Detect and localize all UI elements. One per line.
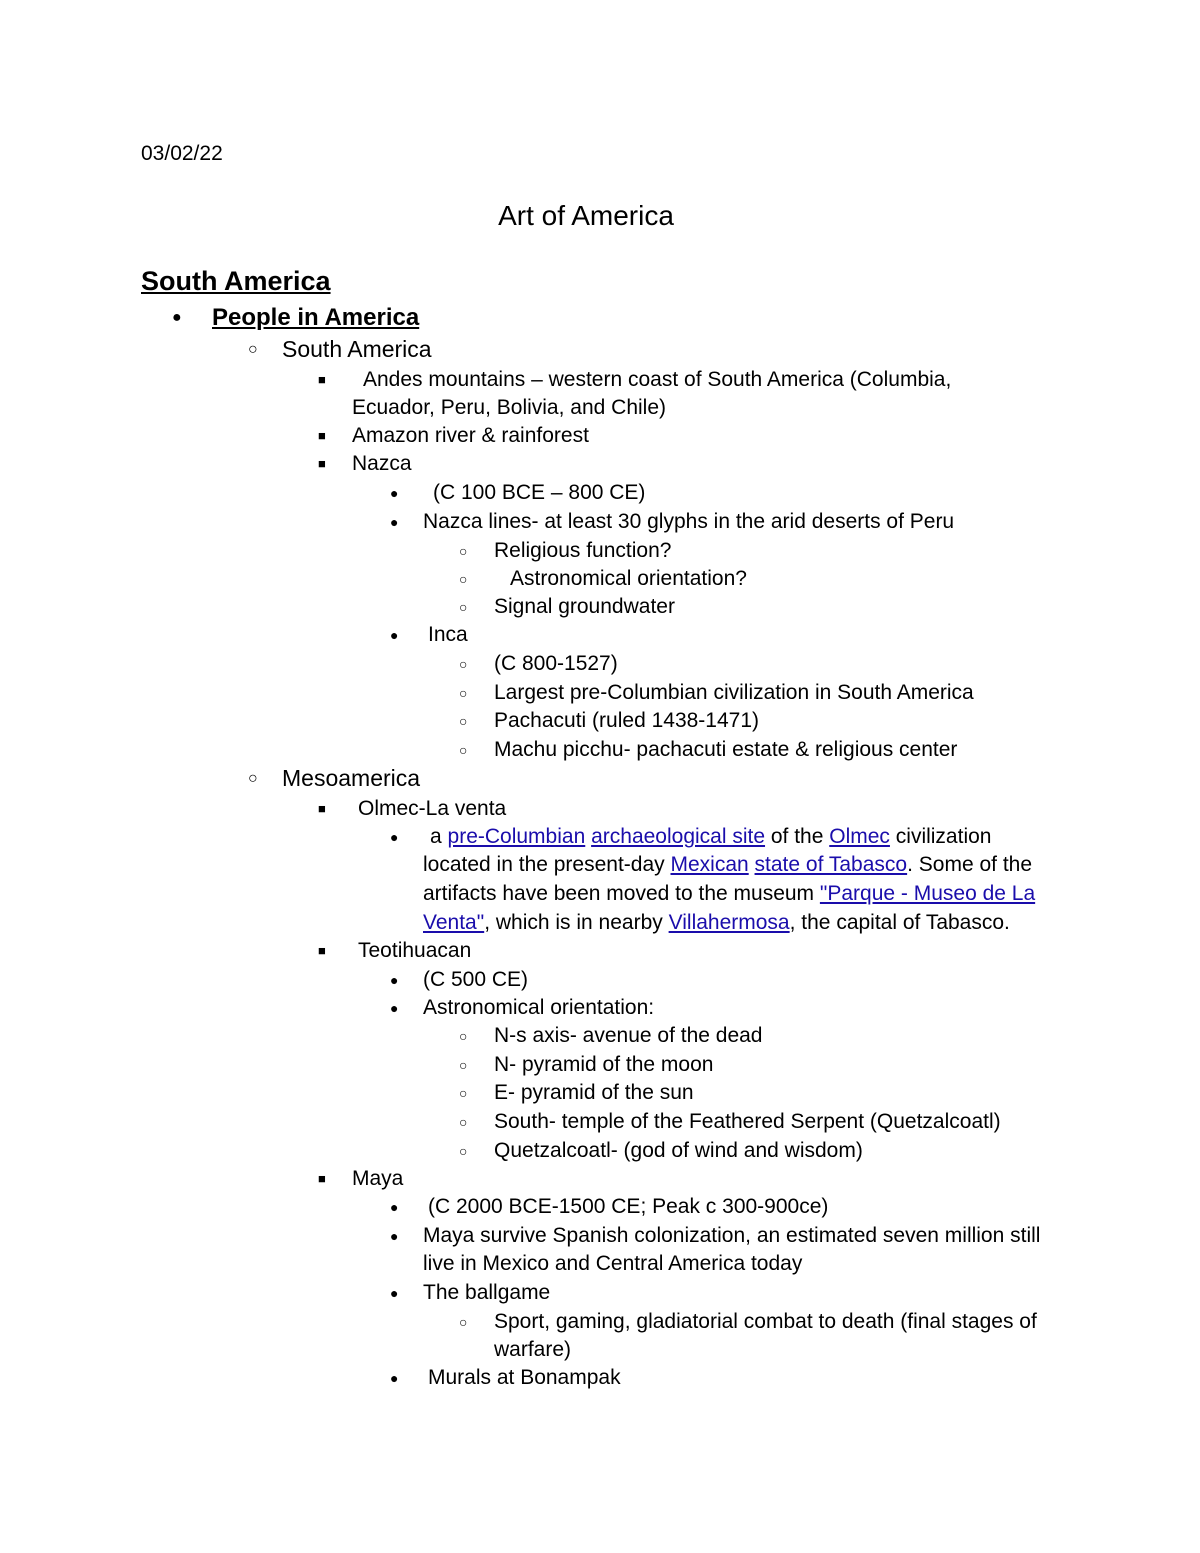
list-item-maya-date: (C 2000 BCE-1500 CE; Peak c 300-900ce) [428,1195,829,1218]
link-parque-museo[interactable]: "Parque - Museo de La [819,882,1036,905]
bullet-ring-icon: ○ [248,770,258,787]
heading-people-in-america: People in America [212,304,420,331]
list-item-teotihuacan-astro: Astronomical orientation: [423,996,655,1019]
list-item-astronomical: Astronomical orientation? [510,567,747,590]
bullet-square-icon: ■ [318,372,326,387]
list-item-quetzalcoatl: Quetzalcoatl- (god of wind and wisdom) [494,1139,863,1162]
olmec-description-line3 [423,880,1035,908]
olmec-text: . Some of the [907,853,1033,876]
bullet-ring-icon: ○ [459,1028,468,1044]
bullet-filled-icon: ● [390,627,399,643]
list-item-pyramid-sun: E- pyramid of the sun [494,1081,694,1104]
bullet-filled-icon: ● [390,485,399,501]
bullet-ring-icon: ○ [459,1085,468,1101]
bullet-ring-icon: ○ [459,1057,468,1073]
document-date: 03/02/22 [141,142,223,165]
link-parque-museo-cont[interactable]: Venta" [423,911,485,934]
link-state-of-tabasco[interactable]: state of Tabasco [754,853,908,876]
list-item-sport: Sport, gaming, gladiatorial combat to death (final stages of [494,1310,1037,1333]
list-item-andes-cont: Ecuador, Peru, Bolivia, and Chile) [352,396,667,419]
bullet-square-icon: ■ [318,943,326,958]
olmec-text: artifacts have been moved to the museum [423,882,820,905]
list-item-teotihuacan: Teotihuacan [358,939,472,962]
document-title: Art of America [498,200,674,231]
olmec-text: , the capital of Tabasco. [789,911,1010,934]
list-item-maya-survive-cont: live in Mexico and Central America today [423,1252,803,1275]
bullet-filled-icon: ● [390,1370,399,1386]
list-item-religious: Religious function? [494,539,672,562]
bullet-ring-icon: ○ [248,341,258,358]
link-archaeological-site[interactable]: archaeological site [591,825,766,848]
list-item-nazca: Nazca [352,452,412,475]
bullet-ring-icon: ○ [459,599,468,615]
bullet-square-icon: ■ [318,456,326,471]
bullet-filled-icon: ● [390,1000,399,1016]
list-item-south-america: South America [282,336,432,362]
bullet-filled-icon: ● [390,1285,399,1301]
link-mexican[interactable]: Mexican [670,853,749,876]
bullet-ring-icon: ○ [459,1114,468,1130]
olmec-description-line2 [423,851,1032,879]
list-item-feathered-serpent: South- temple of the Feathered Serpent (Quetzalcoatl) [494,1110,1001,1133]
olmec-text: of the [765,825,830,848]
list-item-inca-date: (C 800-1527) [494,652,618,675]
bullet-filled-icon: ● [390,1228,399,1244]
olmec-text: a [430,825,448,848]
olmec-description-line1 [430,823,991,851]
list-item-ns-axis: N-s axis- avenue of the dead [494,1024,763,1047]
bullet-filled-icon: ● [390,1199,399,1215]
bullet-square-icon: ■ [318,1171,326,1186]
bullet-ring-icon: ○ [459,713,468,729]
bullet-ring-icon: ○ [459,656,468,672]
list-item-andes: Andes mountains – western coast of South America (Columbia, [363,368,952,391]
bullet-ring-icon: ○ [459,571,468,587]
bullet-filled-icon: ● [390,829,399,845]
list-item-pyramid-moon: N- pyramid of the moon [494,1053,714,1076]
list-item-machu-picchu: Machu picchu- pachacuti estate & religious center [494,738,958,761]
bullet-filled-icon: ● [390,972,399,988]
link-olmec[interactable]: Olmec [829,825,890,848]
list-item-amazon: Amazon river & rainforest [352,424,589,447]
link-pre-columbian[interactable]: pre-Columbian [447,825,586,848]
bullet-filled-icon: ● [172,309,182,326]
list-item-inca: Inca [428,623,468,646]
list-item-maya-survive: Maya survive Spanish colonization, an estimated seven million still [423,1224,1041,1247]
bullet-ring-icon: ○ [459,685,468,701]
bullet-ring-icon: ○ [459,1143,468,1159]
list-item-murals: Murals at Bonampak [428,1366,621,1389]
bullet-square-icon: ■ [318,428,326,443]
list-item-sport-cont: warfare) [494,1338,572,1361]
list-item-inca-largest: Largest pre-Columbian civilization in South America [494,681,974,704]
list-item-mesoamerica: Mesoamerica [282,765,421,791]
list-item-signal: Signal groundwater [494,595,675,618]
olmec-text: , which is in nearby [484,911,669,934]
list-item-nazca-lines: Nazca lines- at least 30 glyphs in the arid deserts of Peru [423,510,955,533]
bullet-ring-icon: ○ [459,742,468,758]
list-item-maya: Maya [352,1167,404,1190]
list-item-teotihuacan-date: (C 500 CE) [423,968,529,991]
bullet-ring-icon: ○ [459,1314,468,1330]
bullet-filled-icon: ● [390,514,399,530]
list-item-ballgame: The ballgame [423,1281,551,1304]
heading-south-america: South America [141,266,331,296]
olmec-description-line4 [423,909,1010,937]
olmec-text: civilization [889,825,992,848]
list-item-olmec: Olmec-La venta [358,797,507,820]
bullet-ring-icon: ○ [459,543,468,559]
bullet-square-icon: ■ [318,801,326,816]
link-villahermosa[interactable]: Villahermosa [668,911,790,934]
list-item-nazca-date: (C 100 BCE – 800 CE) [433,481,646,504]
olmec-text: located in the present-day [423,853,671,876]
list-item-pachacuti: Pachacuti (ruled 1438-1471) [494,709,760,732]
